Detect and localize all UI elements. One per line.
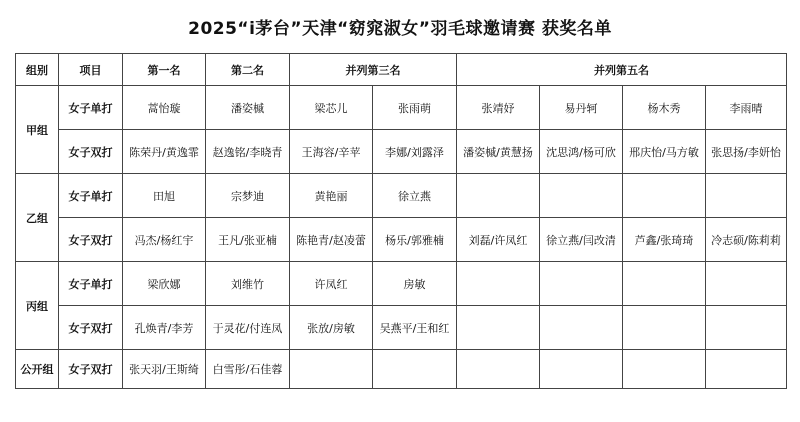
table-cell	[540, 306, 623, 350]
header-event: 项目	[59, 54, 123, 86]
table-cell: 徐立燕	[373, 174, 457, 218]
header-row	[16, 54, 787, 86]
table-cell	[457, 350, 540, 389]
table-row	[16, 350, 787, 389]
table-cell: 李娜/刘露泽	[373, 130, 457, 174]
event-cell: 女子单打	[59, 86, 123, 130]
table-cell: 白雪彤/石佳蓉	[206, 350, 290, 389]
table-cell	[623, 350, 706, 389]
table-cell: 徐立燕/闫改清	[540, 218, 623, 262]
table-cell	[706, 306, 787, 350]
table-cell: 沈思鸿/杨可欣	[540, 130, 623, 174]
table-cell: 梁欣娜	[123, 262, 206, 306]
table-cell	[457, 262, 540, 306]
table-cell: 李雨晴	[706, 86, 787, 130]
table-cell	[706, 350, 787, 389]
table-cell: 吴燕平/王和红	[373, 306, 457, 350]
table-cell	[540, 350, 623, 389]
table-row	[16, 86, 787, 130]
table-row	[16, 130, 787, 174]
table-cell: 冷志硕/陈莉莉	[706, 218, 787, 262]
table-cell: 陈荣丹/黄逸霏	[123, 130, 206, 174]
table-row	[16, 218, 787, 262]
table-cell	[623, 262, 706, 306]
table-cell	[706, 174, 787, 218]
page-title: 2025“i茅台”天津“窈窕淑女”羽毛球邀请赛 获奖名单	[188, 19, 612, 39]
table-cell: 房敏	[373, 262, 457, 306]
table-cell: 张天羽/王斯绮	[123, 350, 206, 389]
header-third: 并列第三名	[290, 54, 457, 86]
header-group: 组别	[16, 54, 59, 86]
table-cell	[457, 174, 540, 218]
group-cell: 丙组	[16, 262, 59, 350]
header-first: 第一名	[123, 54, 206, 86]
table-cell: 易丹轲	[540, 86, 623, 130]
table-cell: 孔焕青/李芳	[123, 306, 206, 350]
table-cell: 许凤红	[290, 262, 373, 306]
event-cell: 女子单打	[59, 262, 123, 306]
table-cell: 张靖妤	[457, 86, 540, 130]
event-cell: 女子单打	[59, 174, 123, 218]
table-cell: 潘姿槭	[206, 86, 290, 130]
table-cell: 刘维竹	[206, 262, 290, 306]
group-cell: 乙组	[16, 174, 59, 262]
table-cell: 陈艳青/赵凌蕾	[290, 218, 373, 262]
table-cell: 刘磊/许凤红	[457, 218, 540, 262]
table-cell: 邢庆怡/马方敏	[623, 130, 706, 174]
table-cell: 张雨萌	[373, 86, 457, 130]
table-cell	[290, 350, 373, 389]
table-cell: 于灵花/付连凤	[206, 306, 290, 350]
table-cell	[706, 262, 787, 306]
event-cell: 女子双打	[59, 130, 123, 174]
table-cell: 张思扬/李妍怡	[706, 130, 787, 174]
table-cell: 黄艳丽	[290, 174, 373, 218]
event-cell: 女子双打	[59, 350, 123, 389]
table-cell	[623, 174, 706, 218]
table-cell: 潘姿槭/黄慧扬	[457, 130, 540, 174]
table-cell: 杨木秀	[623, 86, 706, 130]
table-cell: 杨乐/郭雅楠	[373, 218, 457, 262]
table-cell: 赵逸铭/李晓青	[206, 130, 290, 174]
table-row	[16, 306, 787, 350]
event-cell: 女子双打	[59, 218, 123, 262]
table-cell	[457, 306, 540, 350]
table-row	[16, 262, 787, 306]
table-cell: 张放/房敏	[290, 306, 373, 350]
table-cell: 王凡/张亚楠	[206, 218, 290, 262]
table-cell: 梁芯儿	[290, 86, 373, 130]
table-row	[16, 174, 787, 218]
group-cell: 甲组	[16, 86, 59, 174]
table-cell: 冯杰/杨红宇	[123, 218, 206, 262]
header-fifth: 并列第五名	[457, 54, 787, 86]
table-cell: 宗梦迪	[206, 174, 290, 218]
header-second: 第二名	[206, 54, 290, 86]
table-cell	[623, 306, 706, 350]
table-cell	[540, 262, 623, 306]
table-cell	[540, 174, 623, 218]
table-cell: 王海容/辛苹	[290, 130, 373, 174]
table-cell: 芦鑫/张琦琦	[623, 218, 706, 262]
results-table	[15, 53, 787, 389]
group-cell: 公开组	[16, 350, 59, 389]
table-cell: 田旭	[123, 174, 206, 218]
event-cell: 女子双打	[59, 306, 123, 350]
table-cell	[373, 350, 457, 389]
table-cell: 蒿怡璇	[123, 86, 206, 130]
